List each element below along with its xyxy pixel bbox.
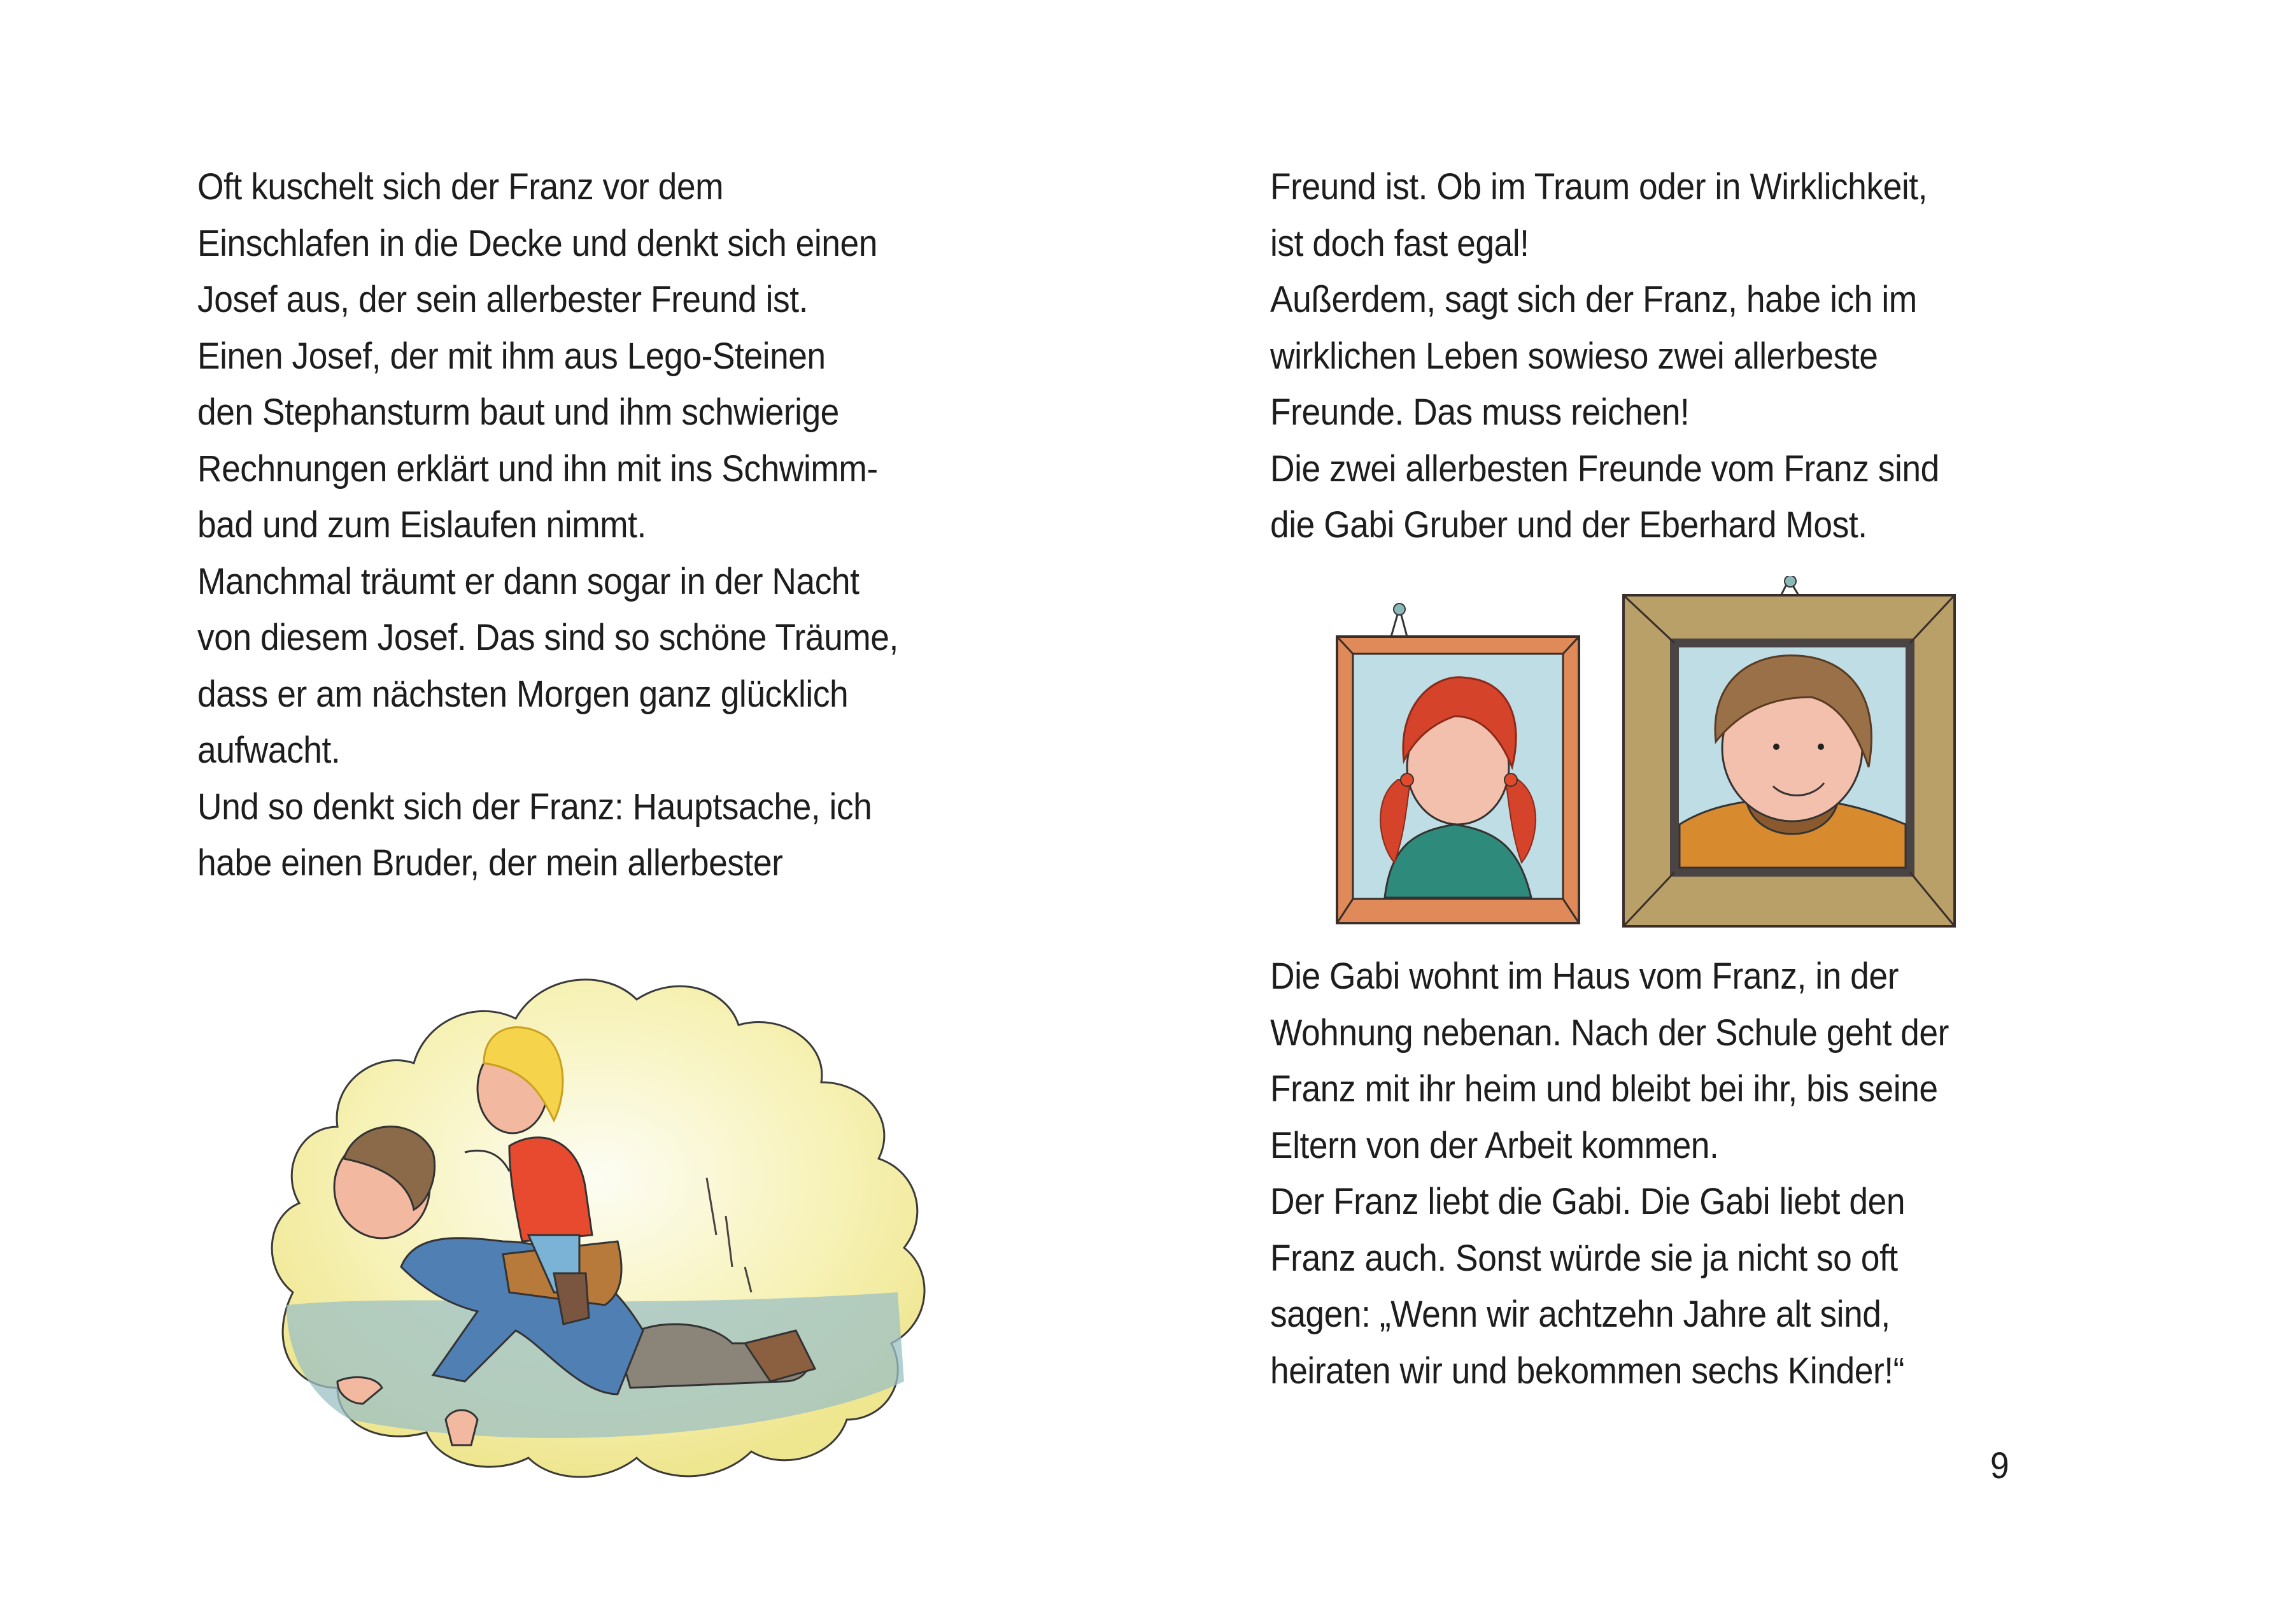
text-line: Der Franz liebt die Gabi. Die Gabi liebt den [1270,1181,1906,1222]
text-line: Die Gabi wohnt im Haus vom Franz, in der [1270,956,1899,997]
text-line: Eltern von der Arbeit kommen. [1270,1124,1719,1166]
dream-cloud-illustration [223,936,1038,1496]
text-line: ist doch fast egal! [1270,222,1529,264]
text-line: dass er am nächsten Morgen ganz glücklich [197,673,849,715]
text-line: Und so denkt sich der Franz: Hauptsache, ich [197,786,872,828]
text-line: bad und zum Eislaufen nimmt. [197,504,646,546]
portrait-frames-illustration [1327,576,2012,933]
text-line: Außerdem, sagt sich der Franz, habe ich im [1270,279,1917,320]
text-line: Josef aus, der sein allerbester Freund ist. [197,279,808,320]
text-line: Rechnungen erklärt und ihn mit ins Schwimm- [197,448,878,490]
text-line: sagen: „Wenn wir achtzehn Jahre alt sind, [1270,1294,1890,1335]
text-line: Manchmal träumt er dann sogar in der Nacht [197,560,860,602]
text-line: Oft kuschelt sich der Franz vor dem [197,166,724,208]
text-line: Wohnung nebenan. Nach der Schule geht der [1270,1012,1949,1054]
text-line: wirklichen Leben sowieso zwei allerbeste [1270,335,1878,377]
text-line: die Gabi Gruber und der Eberhard Most. [1270,504,1867,546]
page-number: 9 [1990,1445,2009,1486]
text-line: Die zwei allerbesten Freunde vom Franz sind [1270,448,1939,490]
text-line: habe einen Bruder, der mein allerbester [197,842,783,884]
text-line: heiraten wir und bekommen sechs Kinder!“ [1270,1350,1904,1392]
text-line: aufwacht. [197,730,341,771]
frame-eberhard [1624,576,1955,926]
text-line: Freund ist. Ob im Traum oder in Wirklichkeit, [1270,166,1927,208]
text-line: Einen Josef, der mit ihm aus Lego-Steinen [197,335,826,377]
text-line: Freunde. Das muss reichen! [1270,392,1690,433]
text-line: von diesem Josef. Das sind so schöne Träume, [197,617,898,658]
frame-gabi [1337,604,1579,923]
text-line: Franz auch. Sonst würde sie ja nicht so oft [1270,1237,1898,1279]
text-line: Franz mit ihr heim und bleibt bei ihr, bis seine [1270,1068,1938,1110]
right-column-text-bottom [1270,949,2161,1399]
text-line: Einschlafen in die Decke und denkt sich einen [197,222,877,264]
right-column-text-top [1270,159,2161,554]
left-column-text [197,159,1089,892]
text-line: den Stephansturm baut und ihm schwierige [197,392,839,433]
